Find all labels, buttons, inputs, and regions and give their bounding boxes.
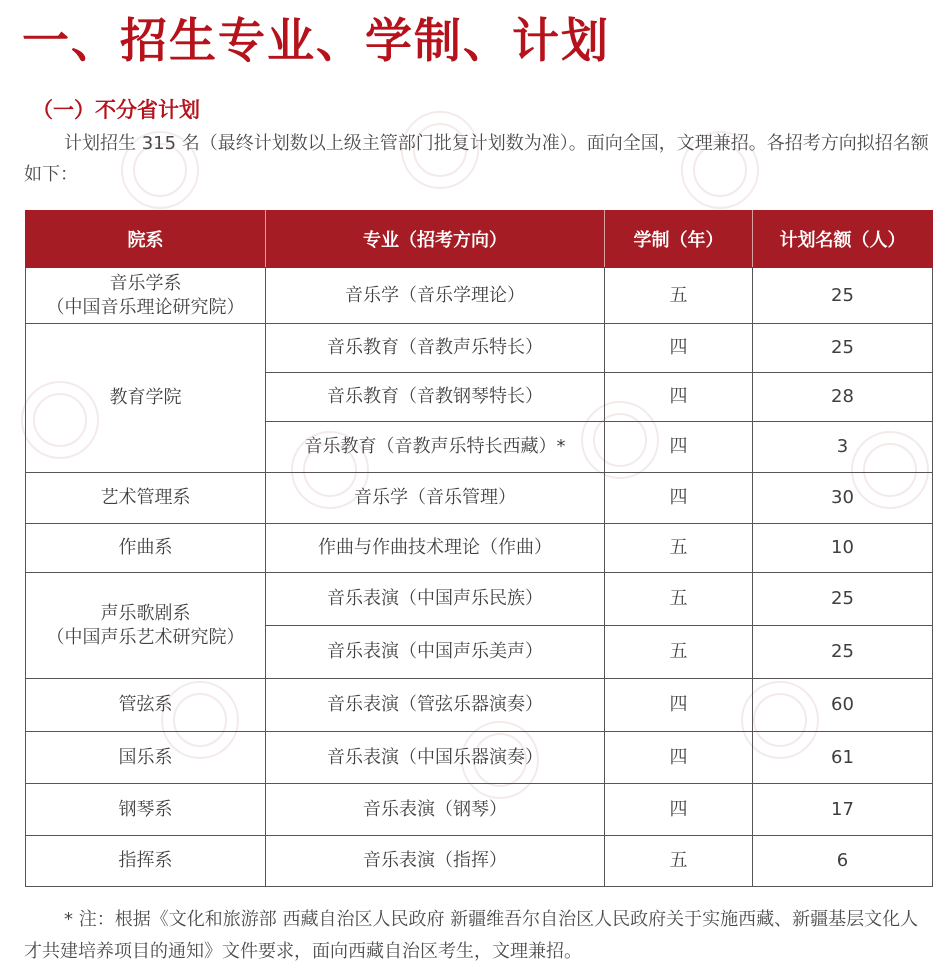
department-name-line: （中国声乐艺术研究院） <box>46 626 245 648</box>
major-cell: 音乐表演（指挥） <box>266 836 605 887</box>
quota-cell: 25 <box>753 324 933 373</box>
duration-cell: 四 <box>605 679 753 732</box>
major-cell: 音乐学（音乐管理） <box>266 473 605 524</box>
major-cell: 音乐表演（中国声乐美声） <box>266 626 605 679</box>
department-name-line: 钢琴系 <box>118 798 173 820</box>
department-name-line: 国乐系 <box>118 746 173 768</box>
page-title: 一、招生专业、学制、计划 <box>22 14 610 69</box>
department-cell <box>26 732 266 784</box>
table-row <box>26 784 933 836</box>
duration-cell: 四 <box>605 324 753 373</box>
duration-cell: 五 <box>605 524 753 573</box>
duration-cell: 四 <box>605 473 753 524</box>
quota-cell: 60 <box>753 679 933 732</box>
footnote: * 注：根据《文化和旅游部 西藏自治区人民政府 新疆维吾尔自治区人民政府关于实施西藏、新疆基层文化人才共建培养项目的通知》文件要求，面向西藏自治区考生，文理兼招。 <box>24 909 919 962</box>
table-row <box>26 324 933 373</box>
department-name-line: 作曲系 <box>118 537 173 558</box>
major-cell: 作曲与作曲技术理论（作曲） <box>266 524 605 573</box>
header-department: 院系 <box>26 211 266 268</box>
section-subtitle: （一）不分省计划 <box>32 98 200 122</box>
header-quota: 计划名额（人） <box>753 211 933 268</box>
quota-cell: 28 <box>753 373 933 422</box>
department-cell <box>26 679 266 732</box>
duration-cell: 四 <box>605 732 753 784</box>
department-name-line: 声乐歌剧系 <box>100 602 191 624</box>
department-cell <box>26 573 266 679</box>
quota-cell: 61 <box>753 732 933 784</box>
department-name-line: 教育学院 <box>109 387 182 408</box>
quota-cell: 17 <box>753 784 933 836</box>
department-cell <box>26 524 266 573</box>
major-cell: 音乐表演（中国声乐民族） <box>266 573 605 626</box>
department-name-line: 管弦系 <box>118 694 173 715</box>
department-cell <box>26 268 266 324</box>
table-row <box>26 679 933 732</box>
duration-cell: 五 <box>605 573 753 626</box>
major-cell: 音乐教育（音教声乐特长） <box>266 324 605 373</box>
major-cell: 音乐教育（音教钢琴特长） <box>266 373 605 422</box>
header-major: 专业（招考方向） <box>266 211 605 268</box>
major-cell: 音乐学（音乐学理论） <box>266 268 605 324</box>
table-body <box>26 268 933 887</box>
table-row <box>26 573 933 626</box>
enrollment-plan-table <box>25 210 933 887</box>
department-name-line: 指挥系 <box>118 850 173 871</box>
department-cell <box>26 473 266 524</box>
quota-cell: 25 <box>753 573 933 626</box>
duration-cell: 四 <box>605 422 753 473</box>
quota-cell: 6 <box>753 836 933 887</box>
quota-cell: 25 <box>753 268 933 324</box>
table-header-row <box>26 211 933 268</box>
major-cell: 音乐表演（管弦乐器演奏） <box>266 679 605 732</box>
intro-paragraph: 计划招生 315 名（最终计划数以上级主管部门批复计划数为准）。面向全国，文理兼招。各招考方向拟招名额如下： <box>24 133 929 185</box>
department-name-line: 音乐学系 <box>109 272 182 294</box>
major-cell: 音乐教育（音教声乐特长西藏）* <box>266 422 605 473</box>
table-row <box>26 732 933 784</box>
department-name-line: （中国音乐理论研究院） <box>46 296 245 318</box>
duration-cell: 四 <box>605 373 753 422</box>
duration-cell: 五 <box>605 268 753 324</box>
duration-cell: 五 <box>605 836 753 887</box>
quota-cell: 25 <box>753 626 933 679</box>
department-cell <box>26 784 266 836</box>
quota-cell: 30 <box>753 473 933 524</box>
department-cell <box>26 324 266 473</box>
header-duration: 学制（年） <box>605 211 753 268</box>
table-row <box>26 473 933 524</box>
department-cell <box>26 836 266 887</box>
table-row <box>26 524 933 573</box>
major-cell: 音乐表演（中国乐器演奏） <box>266 732 605 784</box>
duration-cell: 四 <box>605 784 753 836</box>
duration-cell: 五 <box>605 626 753 679</box>
quota-cell: 10 <box>753 524 933 573</box>
department-name-line: 艺术管理系 <box>100 487 191 508</box>
table-row <box>26 268 933 324</box>
major-cell: 音乐表演（钢琴） <box>266 784 605 836</box>
table-row <box>26 836 933 887</box>
quota-cell: 3 <box>753 422 933 473</box>
